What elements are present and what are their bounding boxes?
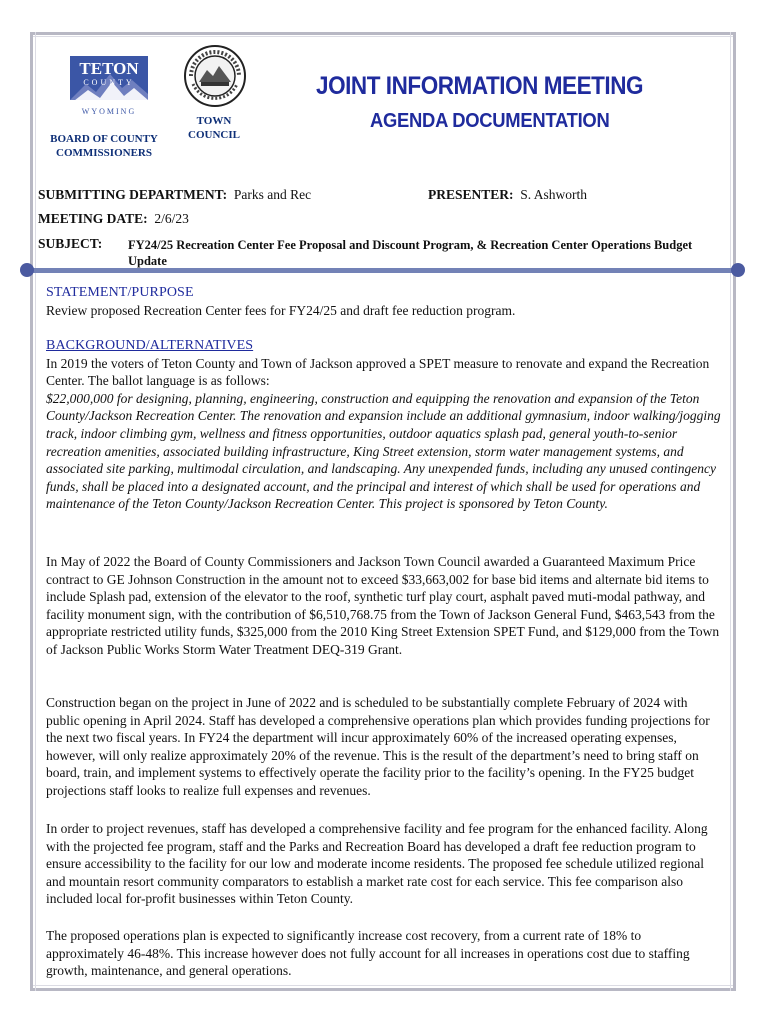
document-subtitle: AGENDA DOCUMENTATION — [370, 110, 610, 132]
page-border-top — [30, 32, 736, 35]
county-label-line-2: COMMISSIONERS — [56, 147, 152, 159]
statement-heading: STATEMENT/PURPOSE — [46, 285, 194, 300]
statement-text: Review proposed Recreation Center fees for FY24/25 and draft fee reduction program. — [46, 302, 516, 318]
town-label-line-2: COUNCIL — [188, 129, 240, 141]
county-label-line-1: BOARD OF COUNTY — [50, 133, 158, 145]
divider-cap-left — [20, 263, 34, 277]
ballot-language: $22,000,000 for designing, planning, engineering, construction and equipping the renovation and expansion of the Teton County/Jackson Recreation Center. The renovation and expansion include an additional gymnasium, indoor walking/jogging track, indoor climbing gym, wellness and fitness opportunities, outdoor aquatics splash pad, general youth-to-senior recreation amenities, associated building infrastructure, King Street extension, storm water management systems, and associated site parking, multimodal circulation, and landscaping. Any unexpended funds, including any unused contingency funds, shall be placed into a designated account, and the principal and interest of which shall be used for operations and maintenance of the Teton County/Jackson Recreation Center. This project is sponsored by Teton County. — [46, 390, 721, 512]
submitting-department: SUBMITTING DEPARTMENT: Parks and Rec — [38, 187, 312, 202]
subject-value: FY24/25 Recreation Center Fee Proposal and Discount Program, & Recreation Center Operations Budget Update — [128, 238, 693, 268]
town-seal-icon — [183, 44, 247, 108]
page-border-right — [733, 32, 736, 991]
page-border-bottom — [30, 988, 736, 991]
fee-program-paragraph: In order to project revenues, staff has developed a comprehensive facility and fee program for the enhanced facility. Along with the projected fee program, staff and the Parks and Recreation Board has developed a draft fee reduction program to ensure accessibility to the facility for our low and moderate income residents. The proposed fee schedule utilized regional and mountain resort community comparators to establish a market rate cost for each service. This fee comparison also included local for-profit businesses within Teton County. — [46, 821, 708, 907]
county-name-text: TETON — [79, 59, 139, 78]
construction-paragraph: Construction began on the project in June of 2022 and is scheduled to be substantially complete February of 2024 with public opening in April 2024. Staff has developed a comprehensive operations plan which provides funding projections for the next two fiscal years. In FY24 the department will incur approximately 60% of the increased operating expenses, however, will only realize approximately 20% of the revenue. This is the result of the department’s need to bring staff on board, train, and implement systems to effectively operate the facility prior to the facility’s opening. In the FY25 budget projections staff looks to realize full expenses and revenues. — [46, 695, 710, 798]
county-board-label — [40, 132, 168, 160]
presenter: PRESENTER: S. Ashworth — [428, 187, 588, 202]
date-label: MEETING DATE: — [38, 211, 148, 226]
town-council-label — [178, 114, 250, 142]
dept-label: SUBMITTING DEPARTMENT — [38, 187, 223, 202]
divider-cap-right — [731, 263, 745, 277]
dept-value: Parks and Rec — [233, 187, 312, 202]
background-heading-block — [46, 337, 722, 513]
background-paragraph-4 — [46, 820, 722, 908]
meeting-date — [38, 211, 189, 227]
background-paragraph-5 — [46, 927, 722, 980]
subject-label: SUBJECT: — [38, 236, 103, 251]
teton-county-logo — [66, 54, 152, 118]
presenter-label: PRESENTER — [428, 187, 510, 202]
statement-section — [46, 284, 722, 319]
background-intro: In 2019 the voters of Teton County and Town of Jackson approved a SPET measure to renovate and expand the Recreation Center. The ballot language is as follows: — [46, 355, 710, 389]
background-heading: BACKGROUND/ALTERNATIVES — [46, 338, 254, 353]
section-divider — [30, 268, 736, 273]
background-paragraph-2 — [46, 553, 722, 659]
presenter-value: S. Ashworth — [520, 187, 588, 202]
date-value: 2/6/23 — [154, 211, 189, 226]
operations-plan-paragraph: The proposed operations plan is expected to significantly increase cost recovery, from a current rate of 18% to approximately 46-48%. This increase however does not fully account for all increases in operations cost due to staffing growth, maintenance, and general operations. — [46, 928, 690, 979]
background-paragraph-3 — [46, 694, 722, 800]
town-label-line-1: TOWN — [196, 115, 232, 127]
county-sub-text: COUNTY — [83, 78, 135, 87]
county-state-text: WYOMING — [81, 107, 137, 116]
document-title: JOINT INFORMATION MEETING — [316, 72, 644, 100]
contract-paragraph: In May of 2022 the Board of County Commissioners and Jackson Town Council awarded a Guaranteed Maximum Price contract to GE Johnson Construction in the amount not to exceed $33,663,002 for base bid items and alternate bid items to include Splash pad, extension of the elevator to the roof, synthetic turf play court, asphalt paved muti-modal pathway, and facility monument sign, with the contribution of $6,510,768.75 from the Town of Jackson General Fund, $463,543 from the appropriate restricted utility funds, $325,000 from the 2010 King Street Extension SPET Fund, and $129,000 from the Town of Jackson Public Works Storm Water Treatment DEQ-319 Grant. — [46, 554, 720, 657]
page-border-left — [30, 32, 33, 991]
